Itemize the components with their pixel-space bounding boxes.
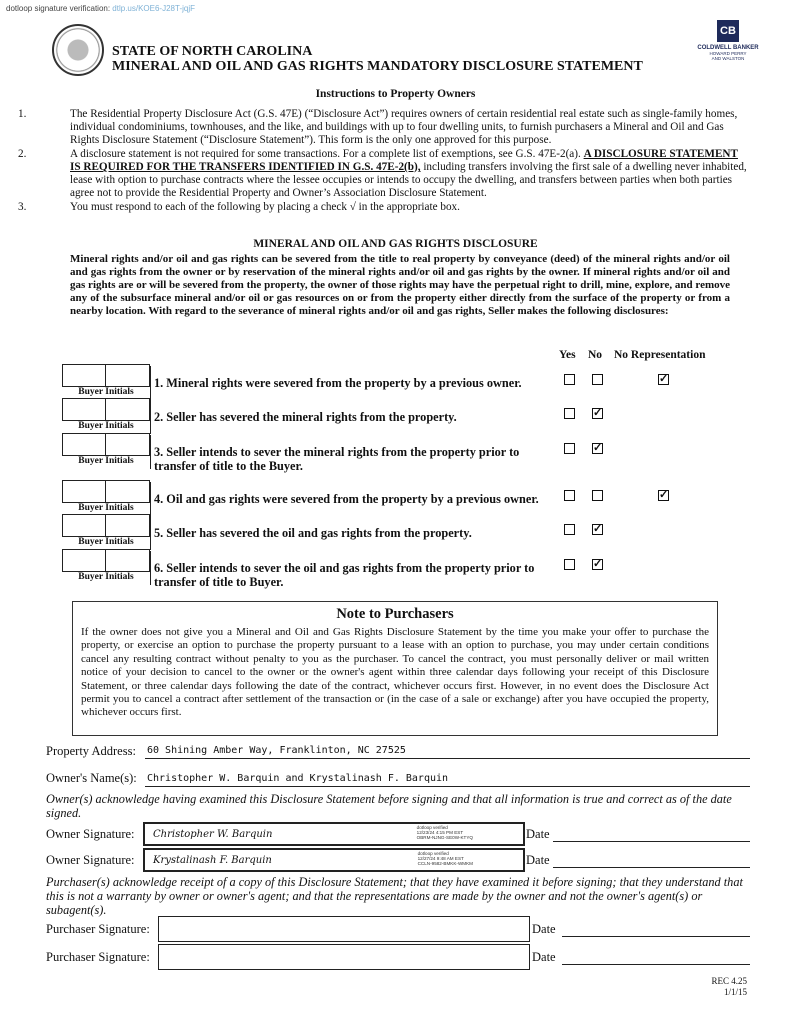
signature-text: Krystalinash F. Barquin — [153, 855, 272, 866]
disclosure-body: Mineral rights and/or oil and gas rights can be severed from the title to real property by conveyance (deed) of the mineral rights and/or oil and gas rights from the owner or by reservation of the mineral rights and/or oil and gas rights by the owner. If mineral rights and/or oil and gas rights are or will be severed from the property, the owner of those rights may have the perpetual right to drill, mine, explore, and remove any of the subsurface mineral and/or oil or gas resources on or from the property either directly from the surface of the property or from a nearby location. With regard to the severance of mineral rights and/or oil and gas rights, Seller makes the following disclosures: — [70, 253, 730, 317]
checkbox-no-representation[interactable]: ✓ — [659, 489, 669, 501]
disclosure-question-row — [62, 480, 762, 514]
instruction-item: 2. A disclosure statement is not required for some transactions. For a complete list of exemptions, see G.S. 47E-2(a). A DISCLOSURE STATEMENT IS REQUIRED FOR THE TRANSFERS IDENTIFIED IN G.S. 47E-2(b), including transfers involving the first sale of a dwelling never inhabited, lease with option to purchase contracts where the lessee occupies or intends to occupy the dwelling, and transfers between parties when both parties agree not to provide the Residential Property and Owner’s Association Disclosure Statement. — [18, 148, 747, 199]
page-title: STATE OF NORTH CAROLINA MINERAL AND OIL AND GAS RIGHTS MANDATORY DISCLOSURE STATEMENT — [112, 44, 643, 74]
checkbox-yes[interactable] — [564, 490, 575, 501]
disclosure-question-row — [62, 549, 762, 589]
date-label: Date — [532, 950, 556, 964]
checkbox-yes[interactable] — [564, 524, 575, 535]
instructions-list — [18, 108, 748, 215]
purchaser-signature-label: Purchaser Signature: — [46, 922, 150, 936]
question-text: 2. Seller has severed the mineral rights from the property. — [154, 410, 554, 424]
checkbox-yes[interactable] — [564, 374, 575, 385]
column-yes: Yes — [559, 349, 576, 361]
disclosure-title: MINERAL AND OIL AND GAS RIGHTS DISCLOSURE — [253, 238, 538, 250]
instruction-item: 3. You must respond to each of the following by placing a check √ in the appropriate box. — [18, 201, 460, 213]
owners-name-label: Owner's Name(s): — [46, 771, 137, 785]
checkbox-no[interactable] — [592, 374, 603, 385]
verification-line: dotloop signature verification: dtlp.us/KOE6-J28T-jqjF — [6, 4, 195, 13]
date-field[interactable] — [553, 867, 750, 868]
checkbox-no[interactable]: ✓ — [593, 442, 603, 454]
date-label: Date — [532, 922, 556, 936]
property-address-label: Property Address: — [46, 744, 136, 758]
disclosure-question-row — [62, 398, 762, 432]
buyer-initials-label: Buyer Initials — [62, 536, 150, 547]
owner-signature-field[interactable] — [143, 822, 525, 846]
note-to-purchasers: Note to Purchasers If the owner does not give you a Mineral and Oil and Gas Rights Disclosure Statement by the time you make your offer to purchase the property, or exercise an option to purchase the property pursuant to a lease with an option to purchase, you may under certain conditions cancel any resulting contract without penalty to you as the purchaser. To cancel the contract, you must personally deliver or mail written notice of your decision to cancel to the owner or the owner's agent within three calendar days following your receipt of this Disclosure Statement, or three calendar days following the date of the contract, whichever occurs first. However, in no event does the Disclosure Act permit you to cancel a contract after settlement of the transaction or (in the case of a sale or exchange) after you have occupied the property, whichever occurs first. — [72, 601, 718, 736]
purchaser-acknowledgement: Purchaser(s) acknowledge receipt of a copy of this Disclosure Statement; that they have examined it before signing; that they understand that this is not a warranty by owner or owner's agent; and that the representations are made by the owner and not the owner's agent(s) or subagent(s). — [46, 875, 743, 917]
date-field[interactable] — [553, 841, 750, 842]
buyer-initials-label: Buyer Initials — [62, 455, 150, 466]
dotloop-stamp: dotloop verified 12/23/24 4:15 PM EST OBRM-NJNG-SE0W-KTYQ — [416, 825, 473, 840]
checkbox-no-representation[interactable]: ✓ — [659, 373, 669, 385]
buyer-initials-box[interactable] — [62, 480, 150, 502]
column-no: No — [588, 349, 603, 361]
coldwell-banker-logo: CB COLDWELL BANKER HOWARD PERRY AND WALSTON — [688, 20, 768, 61]
buyer-initials-box[interactable] — [62, 433, 150, 455]
checkbox-no[interactable]: ✓ — [593, 407, 603, 419]
question-text: 4. Oil and gas rights were severed from the property by a previous owner. — [154, 492, 554, 506]
property-address-field[interactable]: 60 Shining Amber Way, Franklinton, NC 27525 — [147, 745, 406, 756]
nc-seal-logo — [52, 24, 104, 76]
buyer-initials-box[interactable] — [62, 549, 150, 571]
instruction-item: 1. The Residential Property Disclosure Act (G.S. 47E) (“Disclosure Act”) requires owners of certain residential real estate such as single-family homes, individual condominiums, townhouses, and the like, and buildings with up to four dwelling units, to furnish purchasers a Mineral and Oil and Gas Rights Disclosure Statement (“Disclosure Statement”). This form is the only one approved for this purpose. — [18, 108, 738, 146]
checkbox-no[interactable]: ✓ — [593, 558, 603, 570]
buyer-initials-label: Buyer Initials — [62, 386, 150, 397]
question-text: 6. Seller intends to sever the oil and gas rights from the property prior to transfer of title to Buyer. — [154, 561, 554, 589]
column-no-representation: No Representation — [614, 349, 706, 361]
checkbox-no[interactable]: ✓ — [593, 523, 603, 535]
buyer-initials-label: Buyer Initials — [62, 502, 150, 513]
buyer-initials-label: Buyer Initials — [62, 420, 150, 431]
checkbox-no[interactable] — [592, 490, 603, 501]
checkbox-yes[interactable] — [564, 443, 575, 454]
signature-text: Christopher W. Barquin — [153, 829, 273, 840]
date-field[interactable] — [562, 936, 750, 937]
date-field[interactable] — [562, 964, 750, 965]
buyer-initials-box[interactable] — [62, 364, 150, 386]
date-label: Date — [526, 827, 550, 841]
question-text: 5. Seller has severed the oil and gas rights from the property. — [154, 526, 554, 540]
buyer-initials-box[interactable] — [62, 398, 150, 420]
disclosure-question-row — [62, 364, 762, 398]
checkbox-yes[interactable] — [564, 559, 575, 570]
question-text: 1. Mineral rights were severed from the property by a previous owner. — [154, 376, 554, 390]
question-text: 3. Seller intends to sever the mineral rights from the property prior to transfer of title to the Buyer. — [154, 445, 554, 473]
owner-signature-field[interactable] — [143, 848, 525, 872]
owners-name-field[interactable]: Christopher W. Barquin and Krystalinash F. Barquin — [147, 773, 449, 784]
form-footer: REC 4.25 1/1/15 — [711, 976, 747, 997]
buyer-initials-box[interactable] — [62, 514, 150, 536]
owner-acknowledgement: Owner(s) acknowledge having examined this Disclosure Statement before signing and that all information is true and correct as of the date signed. — [46, 792, 732, 820]
verification-link[interactable]: dtlp.us/KOE6-J28T-jqjF — [112, 4, 195, 13]
purchaser-signature-field[interactable] — [158, 916, 530, 942]
buyer-initials-label: Buyer Initials — [62, 571, 150, 582]
instructions-title: Instructions to Property Owners — [315, 88, 476, 100]
purchaser-signature-label: Purchaser Signature: — [46, 950, 150, 964]
owner-signature-label: Owner Signature: — [46, 853, 135, 867]
disclosure-question-row — [62, 433, 762, 473]
owner-signature-label: Owner Signature: — [46, 827, 135, 841]
dotloop-stamp: dotloop verified 12/27/24 9:48 AM EST CCLN-9582-BMKK-WMKM — [417, 851, 473, 866]
disclosure-question-row — [62, 514, 762, 548]
purchaser-signature-field[interactable] — [158, 944, 530, 970]
date-label: Date — [526, 853, 550, 867]
checkbox-yes[interactable] — [564, 408, 575, 419]
